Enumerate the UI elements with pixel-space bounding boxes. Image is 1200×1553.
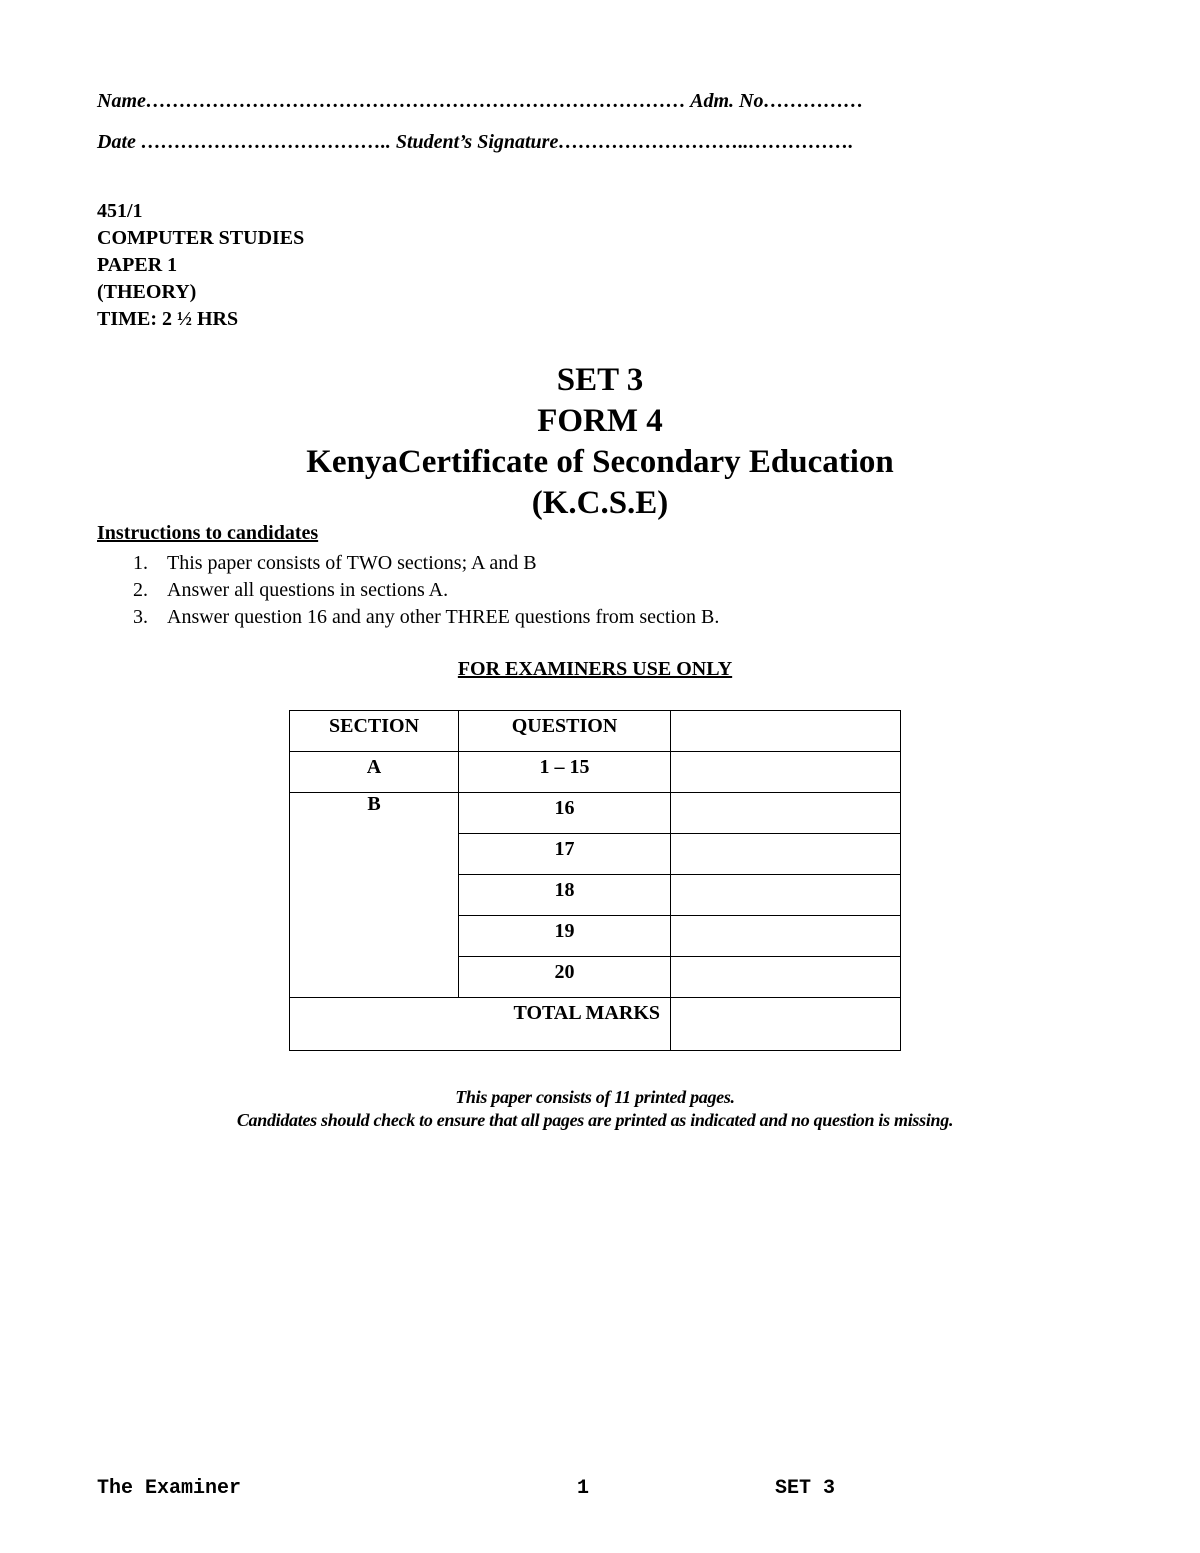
header-section: SECTION (290, 711, 459, 752)
date-signature-line: Date ……………………………….. Student’s Signature………………………..……………. (97, 131, 854, 153)
total-marks-label: TOTAL MARKS (290, 998, 671, 1051)
instruction-item (97, 604, 719, 631)
exam-abbr: (K.C.S.E) (531, 485, 669, 521)
instructions-list (97, 550, 719, 631)
exam-title: KenyaCertificate of Secondary Education (306, 444, 894, 480)
table-row (290, 793, 901, 834)
instruction-number: 2. (133, 579, 148, 601)
footer-right: SET 3 (775, 1477, 836, 1500)
paper-number: PAPER 1 (97, 254, 178, 276)
marks-cell (671, 793, 901, 834)
section-a-cell: A (290, 752, 459, 793)
time-allowed: TIME: 2 ½ HRS (97, 308, 239, 330)
note-line-1: This paper consists of 11 printed pages. (455, 1087, 735, 1107)
total-row (290, 998, 901, 1051)
paper-type: (THEORY) (97, 281, 197, 303)
marks-cell (671, 752, 901, 793)
marks-cell (671, 957, 901, 998)
note-line-2: Candidates should check to ensure that all pages are printed as indicated and no question is missing. (236, 1110, 954, 1130)
question-cell: 20 (459, 957, 671, 998)
question-cell: 17 (459, 834, 671, 875)
footer-left: The Examiner (97, 1477, 242, 1500)
instruction-text: This paper consists of TWO sections; A and B (167, 552, 537, 574)
paper-meta (97, 198, 304, 333)
title-block (0, 360, 1200, 524)
header-marks-cell (671, 711, 901, 752)
instruction-number: 1. (133, 552, 148, 574)
marks-cell (671, 834, 901, 875)
examiners-heading: FOR EXAMINERS USE ONLY (457, 658, 733, 680)
table-row (290, 752, 901, 793)
set-title: SET 3 (556, 362, 644, 398)
subject-name: COMPUTER STUDIES (97, 227, 305, 249)
form-title: FORM 4 (537, 403, 663, 439)
marks-cell (671, 916, 901, 957)
table-header-row (290, 711, 901, 752)
question-cell: 16 (459, 793, 671, 834)
page-count-note (0, 1086, 1190, 1132)
question-cell: 19 (459, 916, 671, 957)
instructions-heading: Instructions to candidates (97, 522, 319, 544)
name-adm-line: Name……………………………………………………………………… Adm. No…………… (97, 90, 864, 112)
paper-code: 451/1 (97, 200, 143, 222)
section-a-range-cell: 1 – 15 (459, 752, 671, 793)
instruction-number: 3. (133, 606, 148, 628)
instruction-text: Answer question 16 and any other THREE questions from section B. (167, 606, 720, 628)
header-question: QUESTION (459, 711, 671, 752)
instruction-item (97, 577, 719, 604)
marks-cell (671, 875, 901, 916)
instruction-item (97, 550, 719, 577)
instruction-text: Answer all questions in sections A. (167, 579, 449, 601)
footer-page-number: 1 (577, 1477, 590, 1500)
marks-table (289, 710, 901, 1051)
total-marks-cell (671, 998, 901, 1051)
section-b-cell: B (290, 793, 459, 998)
question-cell: 18 (459, 875, 671, 916)
